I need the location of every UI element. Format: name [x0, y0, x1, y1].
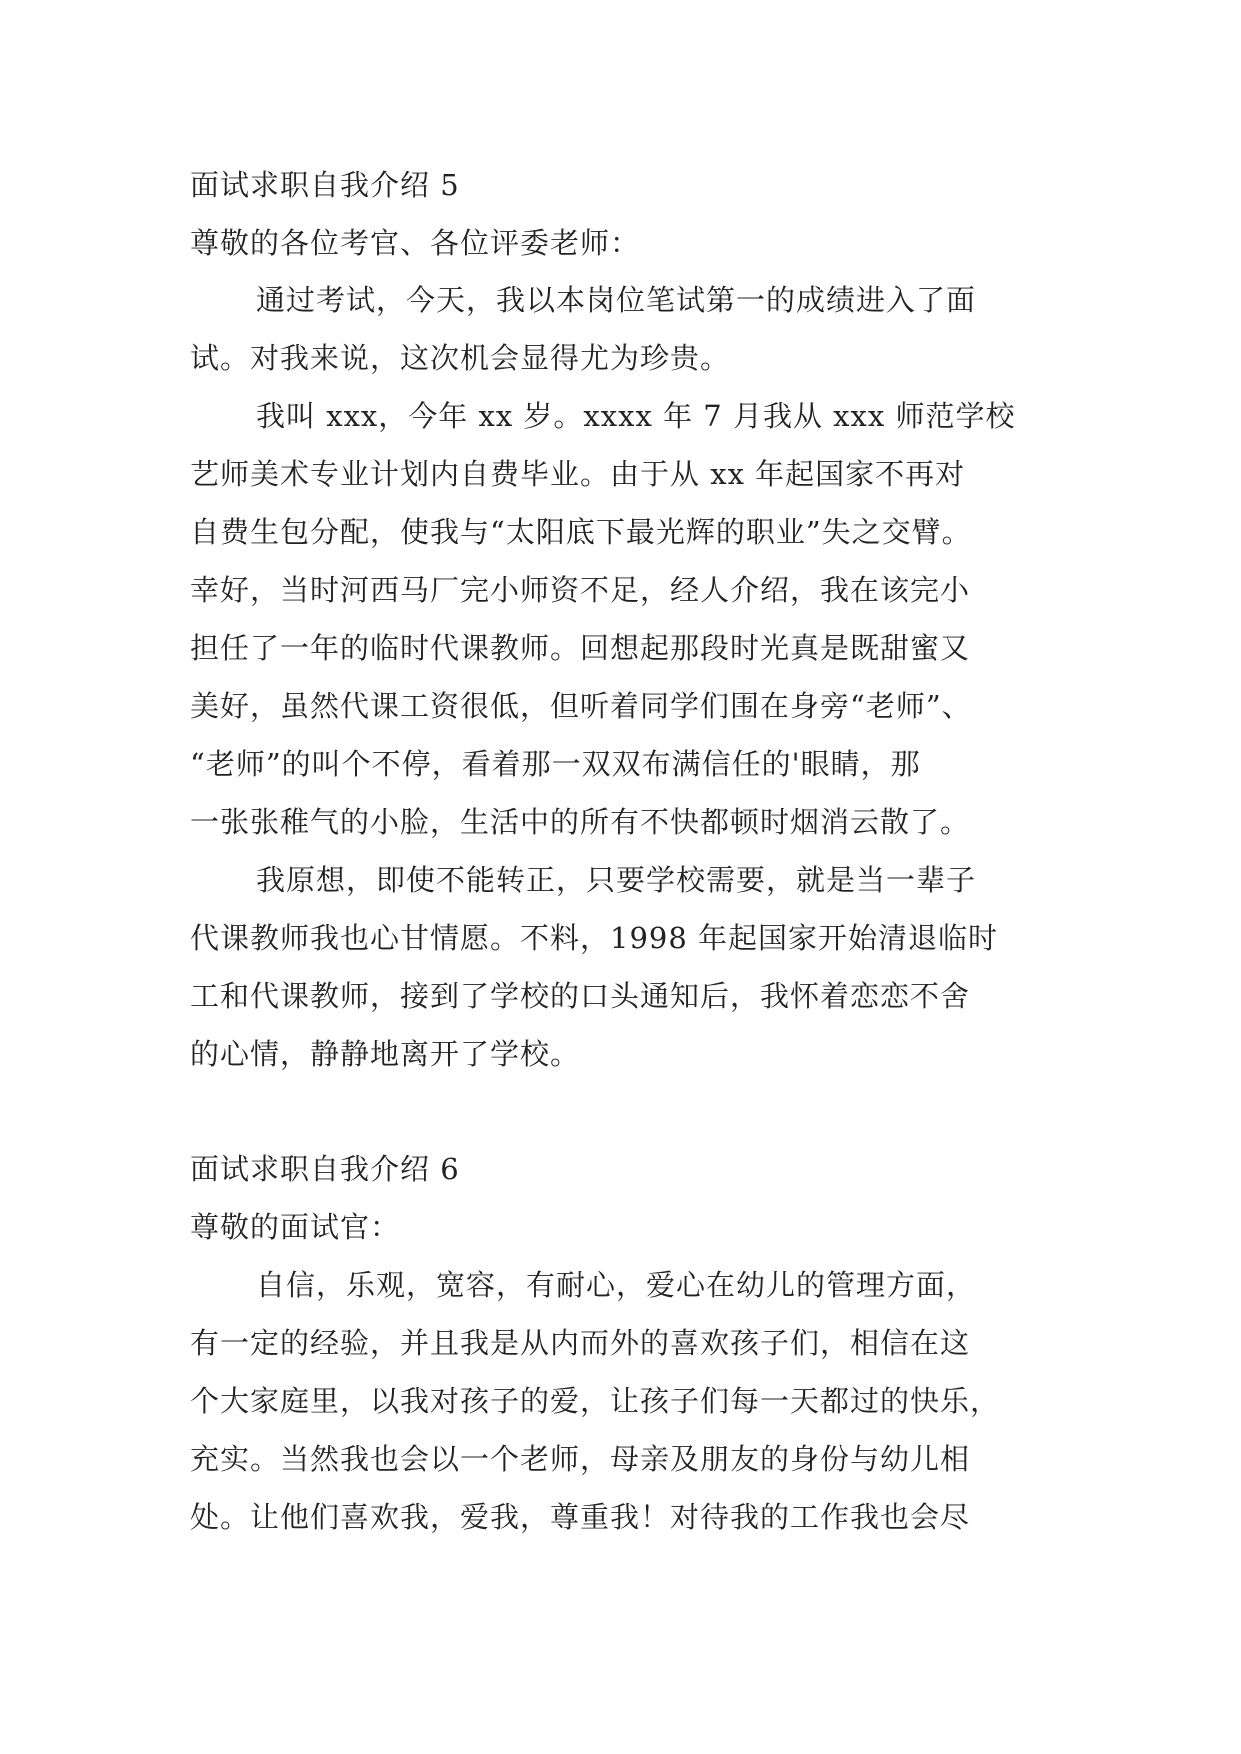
paragraph-line: 自信，乐观，宽容，有耐心，爱心在幼儿的管理方面， — [256, 1268, 977, 1302]
paragraph-line: 艺师美术专业计划内自费毕业。由于从 xx 年起国家不再对 — [190, 457, 966, 491]
paragraph-line: “老师”的叫个不停，看着那一双双布满信任的'眼睛，那 — [190, 747, 921, 781]
paragraph-line: 工和代课教师，接到了学校的口头通知后，我怀着恋恋不舍 — [190, 979, 971, 1013]
paragraph-line: 我原想，即使不能转正，只要学校需要，就是当一辈子 — [256, 863, 977, 897]
section-title: 面试求职自我介绍 5 — [190, 168, 460, 202]
paragraph-line: 的心情，静静地离开了学校。 — [190, 1037, 581, 1071]
salutation: 尊敬的各位考官、各位评委老师： — [190, 226, 641, 260]
paragraph-line: 有一定的经验，并且我是从内而外的喜欢孩子们，相信在这 — [190, 1326, 971, 1360]
paragraph-line: 通过考试，今天，我以本岗位笔试第一的成绩进入了面 — [256, 283, 977, 317]
paragraph-line: 我叫 xxx，今年 xx 岁。xxxx 年 7 月我从 xxx 师范学校 — [256, 399, 1016, 433]
paragraph-line: 一张张稚气的小脸，生活中的所有不快都顿时烟消云散了。 — [190, 805, 971, 839]
paragraph-line: 代课教师我也心甘情愿。不料，1998 年起国家开始清退临时 — [190, 921, 999, 955]
paragraph-line: 担任了一年的临时代课教师。回想起那段时光真是既甜蜜又 — [190, 631, 971, 665]
salutation: 尊敬的面试官： — [190, 1210, 401, 1244]
paragraph-line: 充实。当然我也会以一个老师，母亲及朋友的身份与幼儿相 — [190, 1442, 971, 1476]
paragraph-line: 处。让他们喜欢我，爱我，尊重我！对待我的工作我也会尽 — [190, 1500, 971, 1534]
paragraph-line: 幸好，当时河西马厂完小师资不足，经人介绍，我在该完小 — [190, 573, 971, 607]
paragraph-line: 试。对我来说，这次机会显得尤为珍贵。 — [190, 341, 731, 375]
paragraph-line: 个大家庭里，以我对孩子的爱，让孩子们每一天都过的快乐， — [190, 1384, 1001, 1418]
paragraph-line: 自费生包分配，使我与“太阳底下最光辉的职业”失之交臂。 — [190, 515, 972, 549]
paragraph-line: 美好，虽然代课工资很低，但听着同学们围在身旁“老师”、 — [190, 689, 972, 723]
section-title: 面试求职自我介绍 6 — [190, 1152, 460, 1186]
